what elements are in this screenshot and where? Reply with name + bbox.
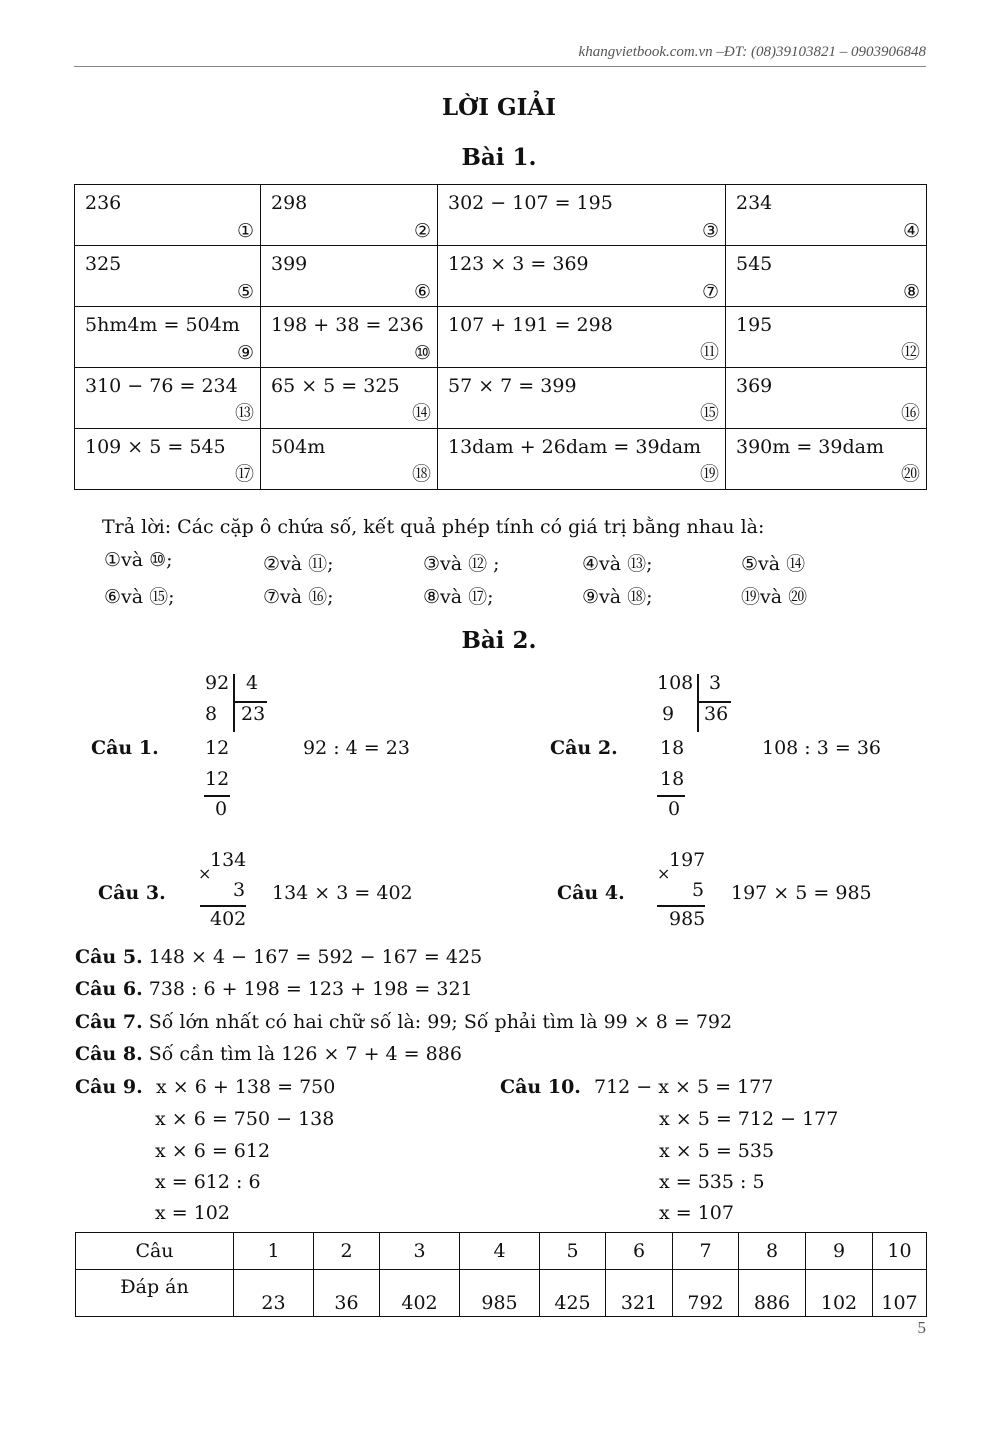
cau3-label: Câu 3.	[98, 882, 166, 904]
cau10-line: x × 5 = 535	[659, 1140, 775, 1162]
bai1-cell	[438, 185, 726, 246]
cau9-line: x = 612 : 6	[155, 1171, 261, 1193]
bai1-cell-text: 298	[271, 192, 308, 214]
cau4-result: 197 × 5 = 985	[731, 882, 872, 904]
answer-table-question: 2	[314, 1233, 380, 1270]
cau4-multiply-sign: ×	[657, 864, 671, 883]
bai1-row	[75, 368, 927, 429]
bai1-cell-text: 302 − 107 = 195	[448, 192, 613, 214]
bai1-pair: ④và ⑬;	[582, 553, 653, 575]
bai1-cell-number: ⑨	[236, 342, 254, 364]
cau5-label: Câu 5.	[75, 946, 143, 968]
bai1-pair: ⑤và ⑭	[741, 553, 806, 575]
answer-table-question: 7	[673, 1233, 739, 1270]
bai1-answer: Trả lời: Các cặp ô chứa số, kết quả phép tính có giá trị bằng nhau là:	[102, 516, 765, 538]
cau1-divisor: 4	[246, 672, 259, 694]
bai1-cell	[726, 307, 927, 368]
bai1-cell-text: 195	[736, 314, 773, 336]
cau5-text: 148 × 4 − 167 = 592 − 167 = 425	[148, 946, 483, 968]
answer-table-answer: 425	[540, 1270, 606, 1317]
cau4-top: 197	[669, 849, 706, 871]
answer-table-answer: 107	[873, 1270, 927, 1317]
bai1-cell-number: ⑫	[900, 341, 920, 363]
answer-table	[75, 1232, 927, 1317]
cau4-label: Câu 4.	[557, 882, 625, 904]
cau1-div-vline	[233, 674, 235, 732]
bai1-heading: Bài 1.	[461, 144, 537, 171]
answer-table-question: 4	[460, 1233, 540, 1270]
bai1-cell-number: ⑩	[413, 342, 431, 364]
bai1-row	[75, 246, 927, 307]
cau2-div-vline	[697, 674, 699, 732]
cau3-mult: 3	[233, 879, 246, 901]
bai1-cell	[261, 368, 438, 429]
bai1-cell-number: ⑲	[699, 463, 719, 485]
cau10-label: Câu 10.	[500, 1076, 581, 1098]
cau10-line: 712 − x × 5 = 177	[594, 1076, 774, 1098]
cau7-text: Số lớn nhất có hai chữ số là: 99; Số phải tìm là 99 × 8 = 792	[148, 1011, 733, 1033]
cau9-label: Câu 9.	[75, 1076, 143, 1098]
answer-table-question: 5	[540, 1233, 606, 1270]
bai1-cell-text: 545	[736, 253, 773, 275]
bai1-pair: ②và ⑪;	[263, 553, 334, 575]
bai1-cell-text: 399	[271, 253, 308, 275]
answer-table-answer: 886	[739, 1270, 806, 1317]
bai1-cell-number: ⑰	[234, 463, 254, 485]
answer-table-answer: 985	[460, 1270, 540, 1317]
cau8-text: Số cần tìm là 126 × 7 + 4 = 886	[148, 1043, 462, 1065]
cau1-sub1: 8	[205, 703, 218, 725]
cau1-sub-line	[204, 795, 230, 797]
header-rule	[74, 66, 926, 67]
bai1-cell	[75, 429, 261, 490]
answer-table-header-label: Câu	[76, 1233, 234, 1270]
bai1-pair: ⑲và ⑳	[741, 586, 808, 608]
cau10-line: x = 535 : 5	[659, 1171, 765, 1193]
cau4-product: 985	[669, 908, 706, 930]
bai1-pair: ⑥và ⑮;	[104, 586, 175, 608]
bai1-cell	[438, 246, 726, 307]
cau2-divisor: 3	[709, 672, 722, 694]
bai1-pair: ③và ⑫ ;	[423, 553, 500, 575]
bai1-cell-number: ⑳	[900, 463, 920, 485]
cau2-rem1: 18	[660, 737, 685, 759]
answer-table-question: 8	[739, 1233, 806, 1270]
cau7-label: Câu 7.	[75, 1011, 143, 1033]
cau6	[75, 978, 473, 1000]
answer-table-answer: 402	[380, 1270, 460, 1317]
cau1-quotient: 23	[241, 703, 266, 725]
cau1-rem1: 12	[205, 737, 230, 759]
bai2-heading: Bài 2.	[461, 627, 537, 654]
bai1-cell-number: ⑥	[413, 281, 431, 303]
cau2-rem2: 0	[668, 798, 681, 820]
bai1-cell	[261, 185, 438, 246]
answer-table-question: 1	[234, 1233, 314, 1270]
bai1-row	[75, 185, 927, 246]
cau10-line: x × 5 = 712 − 177	[659, 1108, 839, 1130]
cau3-top: 134	[210, 849, 247, 871]
bai1-cell-number: ⑧	[902, 281, 920, 303]
bai1-cell	[726, 429, 927, 490]
cau3-product: 402	[210, 908, 247, 930]
bai1-cell-number: ⑦	[701, 281, 719, 303]
bai1-cell	[438, 307, 726, 368]
bai1-cell-number: ④	[902, 220, 920, 242]
answer-table-question: 9	[806, 1233, 873, 1270]
cau2-dividend: 108	[657, 672, 694, 694]
bai1-cell-text: 5hm4m = 504m	[85, 314, 240, 336]
bai1-cell-text: 107 + 191 = 298	[448, 314, 613, 336]
bai1-cell-text: 65 × 5 = 325	[271, 375, 400, 397]
bai1-cell-number: ⑪	[699, 341, 719, 363]
page-number: 5	[917, 1318, 926, 1337]
bai1-row	[75, 429, 927, 490]
cau6-label: Câu 6.	[75, 978, 143, 1000]
cau1-label: Câu 1.	[91, 737, 159, 759]
bai1-cell-text: 13dam + 26dam = 39dam	[448, 436, 702, 458]
cau9-line: x × 6 = 750 − 138	[155, 1108, 335, 1130]
bai1-cell-number: ⑭	[411, 402, 431, 424]
bai1-cell-number: ⑮	[699, 402, 719, 424]
bai1-cell-number: ⑤	[236, 281, 254, 303]
bai1-cell-text: 236	[85, 192, 122, 214]
bai1-cell-text: 198 + 38 = 236	[271, 314, 424, 336]
cau4-line	[657, 905, 705, 907]
page-title: LỜI GIẢI	[442, 94, 556, 121]
bai1-cell-text: 390m = 39dam	[736, 436, 884, 458]
bai1-pair: ⑨và ⑱;	[582, 586, 653, 608]
bai1-pair: ⑦và ⑯;	[263, 586, 334, 608]
bai1-cell	[75, 185, 261, 246]
bai1-cell-text: 504m	[271, 436, 326, 458]
answer-table-answer-label: Đáp án	[76, 1270, 234, 1317]
cau2-sub1: 9	[662, 703, 675, 725]
bai1-cell	[75, 307, 261, 368]
cau2-sub2: 18	[660, 768, 685, 790]
bai1-cell	[75, 246, 261, 307]
answer-table-answer: 321	[606, 1270, 673, 1317]
cau1-sub2: 12	[205, 768, 230, 790]
cau7	[75, 1011, 732, 1033]
cau1-dividend: 92	[205, 672, 230, 694]
cau3-result: 134 × 3 = 402	[272, 882, 413, 904]
cau2-label: Câu 2.	[550, 737, 618, 759]
bai1-pair: ⑧và ⑰;	[423, 586, 494, 608]
bai1-cell-text: 325	[85, 253, 122, 275]
bai1-cell-text: 57 × 7 = 399	[448, 375, 577, 397]
cau9-line: x × 6 + 138 = 750	[156, 1076, 336, 1098]
cau2-sub-line	[657, 795, 685, 797]
cau2-result: 108 : 3 = 36	[762, 737, 882, 759]
cau8-label: Câu 8.	[75, 1043, 143, 1065]
bai1-cell	[261, 307, 438, 368]
answer-table-answer: 36	[314, 1270, 380, 1317]
cau6-text: 738 : 6 + 198 = 123 + 198 = 321	[148, 978, 473, 1000]
bai1-cell	[726, 368, 927, 429]
bai1-cell-text: 234	[736, 192, 773, 214]
bai1-cell	[438, 368, 726, 429]
answer-table-question: 10	[873, 1233, 927, 1270]
cau9-line: x = 102	[155, 1202, 230, 1224]
bai1-cell-text: 369	[736, 375, 773, 397]
bai1-cell	[726, 246, 927, 307]
bai1-row	[75, 307, 927, 368]
cau10-line: x = 107	[659, 1202, 734, 1224]
bai1-cell-number: ⑬	[234, 402, 254, 424]
answer-table-answer: 102	[806, 1270, 873, 1317]
bai1-cell	[438, 429, 726, 490]
bai1-cell	[261, 246, 438, 307]
bai1-pair: ①và ⑩;	[104, 549, 173, 571]
answer-table-answer: 792	[673, 1270, 739, 1317]
cau1-rem2: 0	[215, 798, 228, 820]
bai1-cell-text: 109 × 5 = 545	[85, 436, 226, 458]
cau9-line: x × 6 = 612	[155, 1140, 271, 1162]
bai1-cell-number: ⑯	[900, 402, 920, 424]
bai1-cell-text: 310 − 76 = 234	[85, 375, 238, 397]
answer-table-question: 3	[380, 1233, 460, 1270]
bai1-cell-text: 123 × 3 = 369	[448, 253, 589, 275]
page-header: khangvietbook.com.vn –ĐT: (08)39103821 – 0903906848	[578, 44, 926, 60]
cau5	[75, 946, 482, 968]
bai1-cell	[75, 368, 261, 429]
bai1-cell-number: ①	[236, 220, 254, 242]
answer-table-answer: 23	[234, 1270, 314, 1317]
bai1-table	[74, 184, 927, 490]
bai1-cell	[726, 185, 927, 246]
cau2-quotient: 36	[704, 703, 729, 725]
cau4-mult: 5	[692, 879, 705, 901]
cau8	[75, 1043, 462, 1065]
answer-table-question: 6	[606, 1233, 673, 1270]
cau3-multiply-sign: ×	[198, 864, 212, 883]
bai1-cell	[261, 429, 438, 490]
bai1-cell-number: ③	[701, 220, 719, 242]
bai1-cell-number: ⑱	[411, 463, 431, 485]
cau3-line	[200, 905, 246, 907]
bai1-cell-number: ②	[413, 220, 431, 242]
cau1-result: 92 : 4 = 23	[303, 737, 410, 759]
